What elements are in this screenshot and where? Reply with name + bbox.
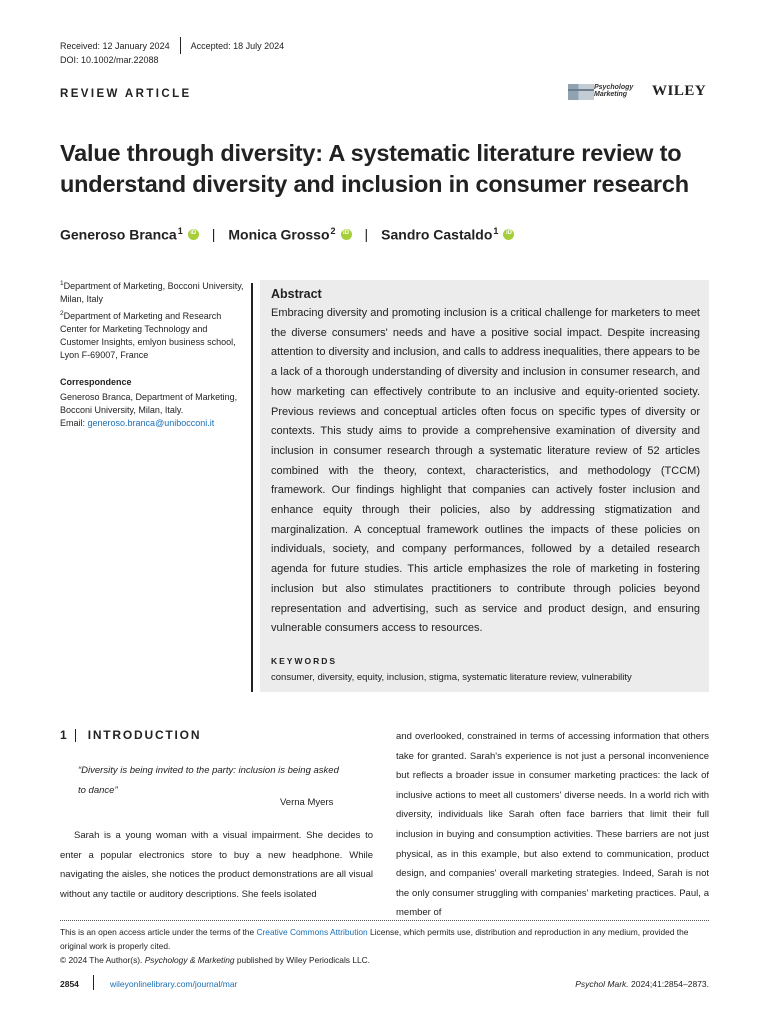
section-heading [60, 728, 201, 742]
doi[interactable]: DOI: 10.1002/mar.22088 [60, 55, 159, 65]
citation: Psychol Mark. 2024;41:2854–2873. [575, 979, 709, 989]
correspondence-heading: Correspondence [60, 377, 132, 387]
body-column-left [60, 826, 373, 904]
section-divider [75, 729, 76, 742]
author-separator: | [211, 226, 216, 243]
license-text: This is an open access article under the terms of the Creative Commons Attribution License, which permits use, distribution and reproduction in any medium, provided the original work is properly cited. [60, 927, 689, 951]
author-separator: | [364, 226, 369, 243]
author-name[interactable]: Sandro Castaldo$^1$ [381, 226, 499, 243]
author-name[interactable]: Generoso Branca$^1$ [60, 226, 183, 243]
affiliation-1: $^1$Department of Marketing, Bocconi University, Milan, Italy [60, 280, 244, 304]
abstract-rule [251, 283, 253, 692]
page-number: 2854 [60, 979, 79, 989]
footer-separator [93, 975, 94, 990]
accepted-date: Accepted: 18 July 2024 [190, 40, 285, 51]
body-paragraph: Sarah is a young woman with a visual impairment. She decides to enter a popular electronics store to buy a new headphone. While navigating the aisles, she notices the product demonstrations are all visual without any tactile or auditory descriptions. She feels isolated [60, 830, 373, 900]
abstract-text: Embracing diversity and promoting inclusion is a critical challenge for marketers to meet the diverse consumers' needs and have a positive social impact. Despite increasing attention to diversity and inclusion, and calls to address inequalities, there appears to be a lack of a thorough understanding of diversity and inclusion in consumer research, and how marketing can effectively contribute to an inclusive and equity-oriented society. Previous reviews and conceptual articles often focus on specific types of diversity or contexts. This study aims to provide a comprehensive examination of diversity and inclusion in consumer research through a systematic literature review of 52 articles combined with the theory, context, characteristics, and methodology (TCCM) framework. Our findings highlight that companies can actively foster inclusion and enhance equity through their policies, also by addressing stigmatization and marginalization. A conceptual framework outlines the impacts of these policies on individuals, society, and company performances, followed by a detailed research agenda for future studies. This article emphasizes the role of marketing in fostering inclusion but also stimulates practitioners to contribute through policies beyond representation and advertising, such as service and product design, and ensuring vulnerable consumers access to resources. [271, 307, 700, 635]
article-title: Value through diversity: A systematic literature review to understand diversity and inclusion in consumer research [60, 140, 689, 197]
correspondence-address: Generoso Branca, Department of Marketing, Bocconi University, Milan, Italy. [60, 392, 238, 415]
received-date: Received: 12 January 2024 [60, 40, 170, 51]
orcid-icon[interactable] [188, 229, 199, 240]
abstract-heading: Abstract [271, 287, 322, 301]
orcid-icon[interactable] [341, 229, 352, 240]
section-number: 1 [60, 728, 67, 742]
publisher-logos [568, 83, 706, 100]
author-list [60, 226, 514, 243]
correspondence-email-line: Email: generoso.branca@unibocconi.it [60, 418, 215, 428]
body-paragraph: and overlooked, constrained in terms of accessing information that others take for granted. Sarah's experience is not just a personal inconvenience but reflects a broader issue in consumer marketing practices: the lack of inclusive actions to meet all customers' diverse needs. In a world rich with diversity, individuals like Sarah often face barriers that limit their full inclusion in buying and consumption activities. These barriers are not just physical, as in this example, but also extend to communication, product design, and companies' overall marketing strategies. Indeed, Sarah is not the only consumer struggling with companies' marketing practices. Paul, a member of [396, 731, 709, 919]
footer-divider [60, 920, 709, 921]
license-link[interactable]: Creative Commons Attribution [256, 927, 368, 937]
journal-url-link[interactable]: wileyonlinelibrary.com/journal/mar [110, 979, 238, 989]
keywords-list: consumer, diversity, equity, inclusion, stigma, systematic literature review, vulnerability [271, 672, 632, 683]
correspondence [60, 376, 246, 430]
journal-logo-text [594, 84, 633, 100]
section-title: INTRODUCTION [87, 728, 202, 742]
journal-logo [568, 84, 644, 100]
copyright-text: © 2024 The Author(s). Psychology & Marketing published by Wiley Periodicals LLC. [60, 955, 371, 965]
journal-logo-line-1: Psychology [594, 83, 634, 91]
journal-logo-line-2: Marketing [594, 91, 628, 98]
email-link[interactable]: generoso.branca@unibocconi.it [87, 418, 215, 428]
keywords-heading: KEYWORDS [271, 656, 338, 666]
orcid-icon[interactable] [503, 229, 514, 240]
epigraph-author: Verna Myers [280, 797, 334, 808]
dates-line [60, 37, 284, 54]
author-name[interactable]: Monica Grosso$^2$ [228, 226, 336, 243]
dates-divider [180, 37, 181, 54]
affiliation-2: $^2$Department of Marketing and Research Center for Marketing Technology and Customer Insights, emlyon business school, Lyon F-69007, France [60, 310, 236, 360]
article-type: REVIEW ARTICLE [60, 88, 192, 100]
epigraph-quote: “Diversity is being invited to the party: inclusion is being asked to dance” [78, 765, 339, 796]
license-notice [60, 925, 709, 967]
body-column-right [396, 727, 709, 923]
publisher-logo: WILEY [652, 83, 707, 99]
journal-logo-mark [568, 84, 594, 100]
